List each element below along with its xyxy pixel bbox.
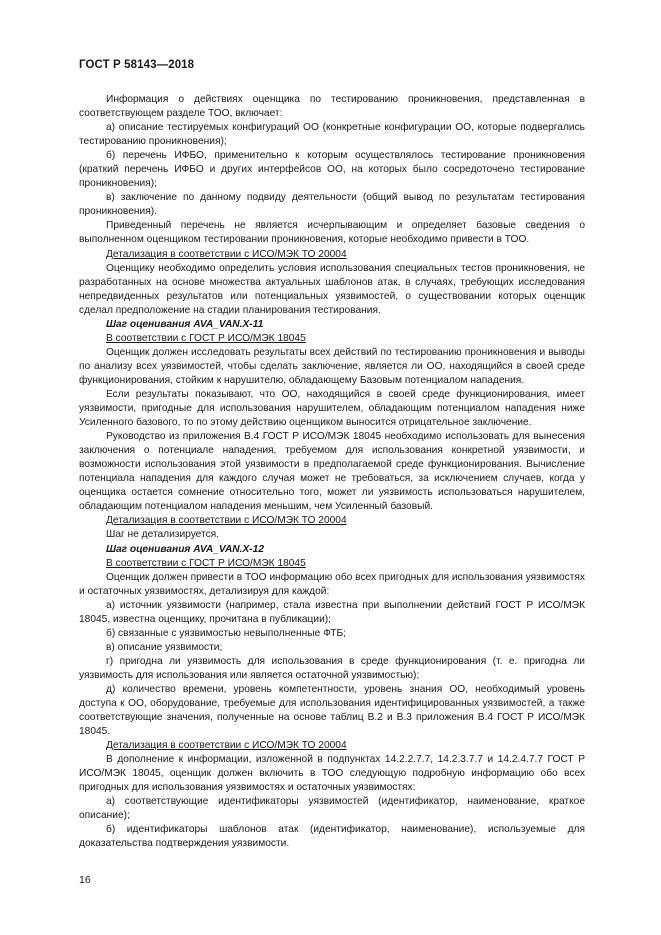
paragraph: Приведенный перечень не является исчерпывающим и определяет базовые сведения о выполненном оценщиком тестировании проникновения, которые необходимо привести в ТОО. [79, 220, 585, 246]
paragraph: а) источник уязвимости (например, стала известна при выполнении действий ГОСТ Р ИСО/МЭК 18045, известна оценщику, прочитана в публикации); [79, 599, 585, 625]
reference-label: Детализация в соответствии с ИСО/МЭК ТО 20004 [106, 248, 347, 260]
paragraph: Оценщик должен привести в ТОО информацию обо всех пригодных для использования уязвимостях и остаточных уязвимостях, детализируя для каждой: [79, 571, 585, 597]
paragraph: б) идентификаторы шаблонов атак (идентификатор, наименование), используемые для доказательства подтверждения уязвимости. [79, 824, 585, 850]
paragraph: в) заключение по данному подвиду деятельности (общий вывод по результатам тестирования проникновения). [79, 192, 585, 218]
reference-label: В соответствии с ГОСТ Р ИСО/МЭК 18045 [106, 557, 306, 569]
document-header: ГОСТ Р 58143—2018 [79, 59, 195, 71]
step-heading: Шаг оценивания AVA_VAN.X-11 [106, 318, 264, 330]
step-heading: Шаг оценивания AVA_VAN.X-12 [106, 543, 265, 555]
paragraph: г) пригодна ли уязвимость для использования в среде функционирования (т. е. пригодна ли уязвимость для использования или является остаточной уязвимостью); [79, 655, 585, 681]
paragraph: Оценщику необходимо определить условия использования специальных тестов проникновения, не разработанных на основе множества актуальных шаблонов атак, в случаях, требующих исследования непредвиденных результатов или потенциальных уязвимостей, о существовании которых оценщик сделал предположение на стадии планирования тестирования. [79, 262, 585, 316]
paragraph: д) количество времени, уровень компетентности, уровень знания ОО, необходимый уровень доступа к ОО, оборудование, требуемые для использования идентифицированных уязвимостей, а также соответствующие значения, полученные на основе таблиц В.2 и В.3 приложения В.4 ГОСТ Р ИСО/МЭК 18045. [79, 683, 585, 738]
paragraph: а) соответствующие идентификаторы уязвимостей (идентификатор, наименование, краткое описание); [79, 796, 585, 822]
paragraph: Информация о действиях оценщика по тестированию проникновения, представленная в соответствующем разделе ТОО, включает: [79, 94, 585, 120]
paragraph: В дополнение к информации, изложенной в подпунктах 14.2.2.7.7, 14.2.3.7.7 и 14.2.4.7.7 ГОСТ Р ИСО/МЭК 18045, оценщик должен включить в ТОО следующую подробную информацию обо всех пригодных для использования уязвимостях и остаточных уязвимостях: [79, 754, 585, 794]
paragraph: Оценщик должен исследовать результаты всех действий по тестированию проникновения и выводы по анализу всех уязвимостей, чтобы сделать заключение, является ли ОО, находящийся в своей среде функционирования, стойким к нарушителю, обладающему Базовым потенциалом нападения. [79, 346, 585, 386]
page-number: 16 [79, 874, 91, 886]
paragraph: в) описание уязвимости; [106, 641, 223, 653]
reference-label: Детализация в соответствии с ИСО/МЭК ТО 20004 [106, 515, 347, 527]
paragraph: а) описание тестируемых конфигураций ОО (конкретные конфигурации ОО, которые подвергались тестированию проникновения); [79, 122, 585, 148]
paragraph: Руководство из приложения В.4 ГОСТ Р ИСО/МЭК 18045 необходимо использовать для вынесения заключения о потенциале нападения, требуемом для использования конкретной уязвимости, и возможности использования этой уязвимости в предполагаемой среде функционирования. Вычисление потенциала нападения для каждого случая может не требоваться, за исключением случаев, когда у оценщика остается сомнение относительно того, может ли уязвимость использоваться нарушителем, обладающим потенциалом нападения меньшим, чем Усиленный базовый. [79, 431, 585, 513]
reference-label: В соответствии с ГОСТ Р ИСО/МЭК 18045 [106, 332, 306, 344]
paragraph: б) связанные с уязвимостью невыполненные ФТБ; [106, 627, 346, 639]
reference-label: Детализация в соответствии с ИСО/МЭК ТО 20004 [106, 740, 347, 752]
paragraph: Если результаты показывают, что ОО, находящийся в своей среде функционирования, имеет уязвимости, пригодные для использования нарушителем, обладающим потенциалом нападения ниже Усиленного базового, то по этому действию оценщиком выносится отрицательное заключение. [79, 388, 585, 429]
paragraph: б) перечень ИФБО, применительно к которым осуществлялось тестирование проникновения (краткий перечень ИФБО и других интерфейсов ОО, на которых было сосредоточено тестирование проникновения); [79, 150, 585, 190]
document-body [79, 93, 585, 852]
paragraph: Шаг не детализируется. [106, 529, 220, 541]
